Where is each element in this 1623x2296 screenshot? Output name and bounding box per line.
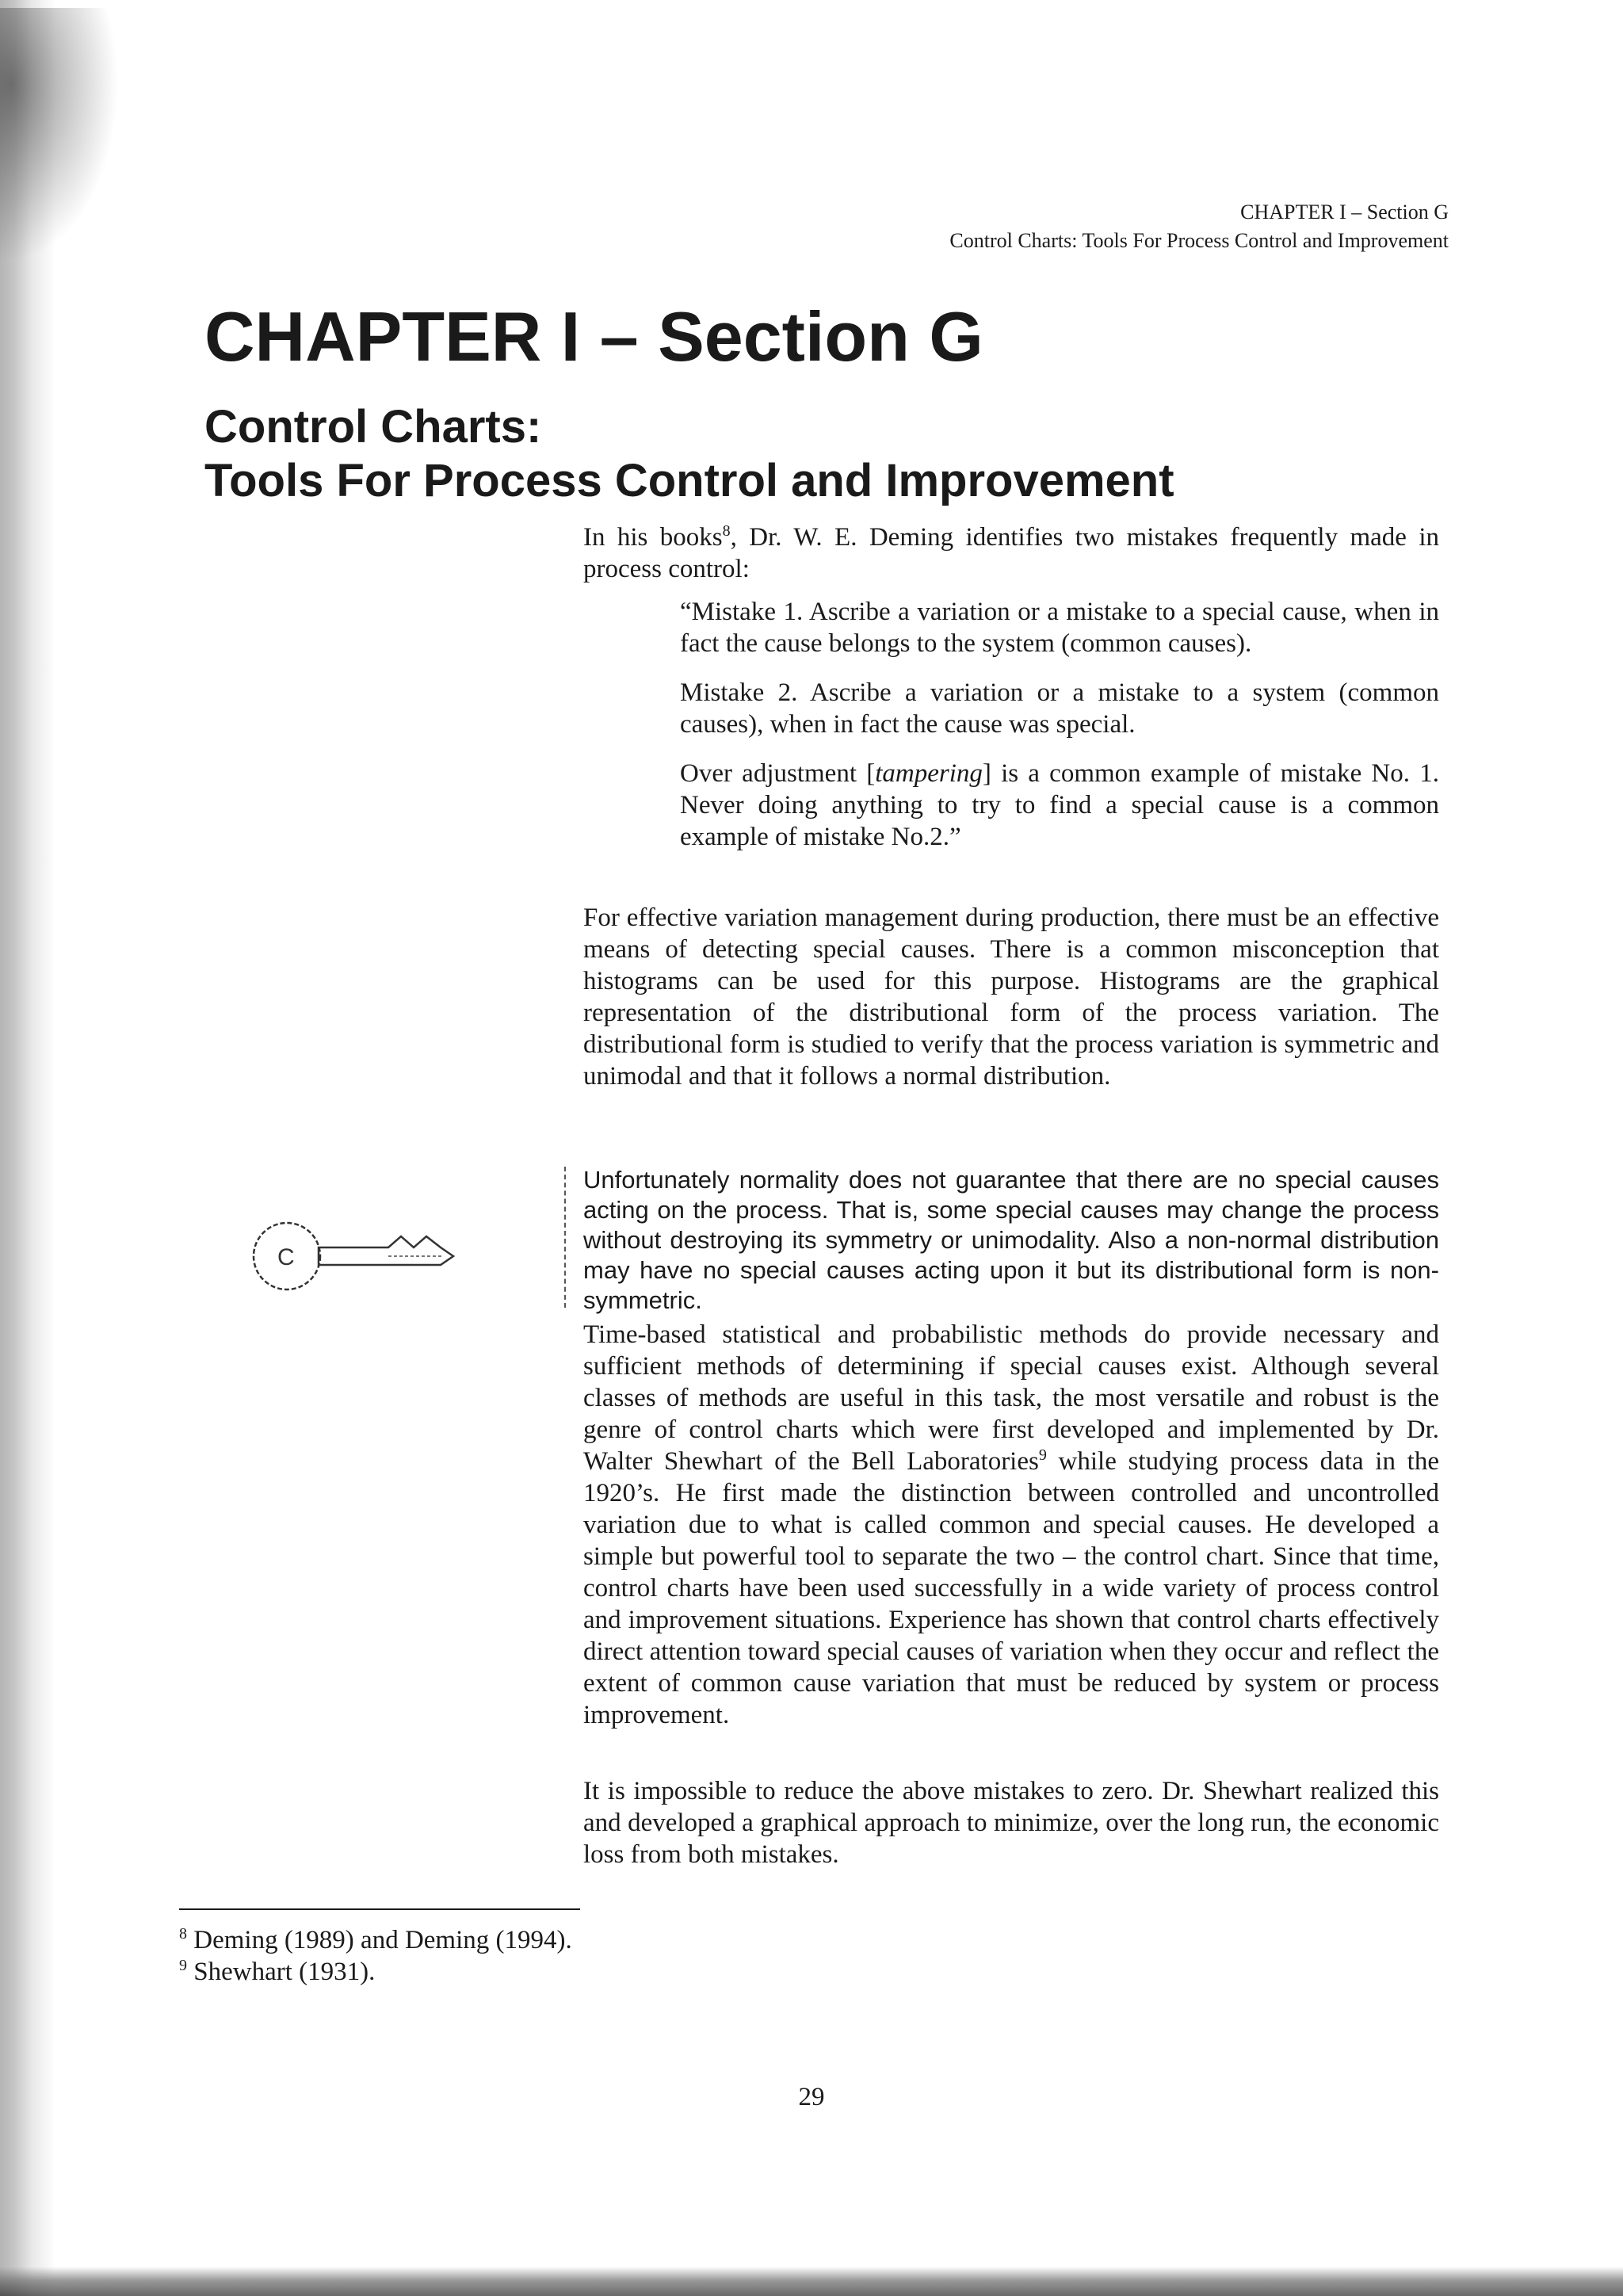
quote-mistake-1: “Mistake 1. Ascribe a variation or a mistake to a special cause, when in fact the cause belongs to the system (common causes). — [680, 598, 1439, 658]
key-icon-letter: C — [277, 1244, 295, 1270]
key-icon — [246, 1213, 468, 1300]
footnote-9 — [179, 1956, 572, 1988]
scan-corner-shadow — [0, 8, 119, 262]
footnote-mark-8: 8 — [179, 1925, 187, 1943]
shewhart-text-start: Time-based statistical and probabilistic methods do provide necessary and sufficient methods of determining if special causes exist. Although several classes of methods are useful in this task, the most versatile and robust is the genre of control charts which were first developed and implemented by Dr. Walter Shewhart of the Bell Laboratories — [583, 1320, 1439, 1476]
paragraph-shewhart — [583, 1319, 1439, 1731]
subtitle-line-1: Control Charts: — [204, 401, 542, 453]
footnote-mark-9: 9 — [179, 1957, 187, 1974]
quote-tampering-emphasis: tampering — [875, 759, 983, 788]
shewhart-text-end: while studying process data in the 1920’s. He first made the distinction between controlled and uncontrolled variation due to what is called common and special causes. He developed a simple but powerful tool to separate the two – the control chart. Since that time, control charts have been used successfully in a wide variety of process control and improvement situations. Experience has shown that control charts effectively direct attention toward special causes of variation when they occur and reflect the extent of common cause variation that must be reduced by system or process improvement. — [583, 1447, 1439, 1729]
footnote-ref-8: 8 — [722, 522, 731, 540]
key-note-text: Unfortunately normality does not guarantee that there are no special causes acting on the process. That is, some special causes may change the process without destroying its symmetry or unimodality. Also a non-normal distribution may have no special causes acting upon it but its distributional form is non-symmetric. — [583, 1166, 1439, 1314]
footnote-text-9: Shewhart (1931). — [187, 1958, 376, 1986]
intro-text-end: , Dr. W. E. Deming identifies two mistakes frequently made in process control: — [583, 523, 1439, 583]
paragraph-closing: It is impossible to reduce the above mistakes to zero. Dr. Shewhart realized this and developed a graphical approach to minimize, over the long run, the economic loss from both mistakes. — [583, 1777, 1439, 1869]
scan-bottom-edge — [0, 2267, 1623, 2296]
chapter-title: CHAPTER I – Section G — [204, 297, 983, 376]
quote-mistake-2: Mistake 2. Ascribe a variation or a mistake to a system (common causes), when in fact the cause was special. — [680, 678, 1439, 739]
running-header-chapter: CHAPTER I – Section G — [1240, 201, 1449, 223]
quote-tampering-start: Over adjustment [ — [680, 759, 876, 788]
subtitle-line-2: Tools For Process Control and Improvement — [204, 455, 1174, 506]
paragraph-histograms: For effective variation management during production, there must be an effective means of detecting special causes. There is a common misconception that histograms can be used for this purpose. Histograms are the graphical representation of the distributional form of the process variation. The distributional form is studied to verify that the process variation is symmetric and unimodal and that it follows a normal distribution. — [583, 904, 1439, 1091]
footnote-ref-9: 9 — [1038, 1446, 1047, 1464]
footnote-rule — [179, 1908, 580, 1910]
quote-tampering — [680, 758, 1439, 853]
running-header — [949, 198, 1449, 255]
section-subtitle — [204, 400, 1174, 508]
footnote-text-8: Deming (1989) and Deming (1994). — [187, 1926, 572, 1954]
footnotes — [179, 1924, 572, 1988]
page-number: 29 — [798, 2083, 825, 2111]
note-margin-bar — [564, 1167, 566, 1308]
intro-paragraph — [583, 521, 1439, 585]
intro-text-start: In his books — [583, 523, 723, 552]
scan-binding-shadow — [0, 0, 55, 2296]
quote-tampering-end: ] is a common example of mistake No. 1. Never doing anything to try to find a special cause is a common example of mistake No.2.” — [680, 759, 1439, 851]
footnote-8 — [179, 1924, 572, 1956]
running-header-topic: Control Charts: Tools For Process Control and Improvement — [949, 229, 1449, 252]
